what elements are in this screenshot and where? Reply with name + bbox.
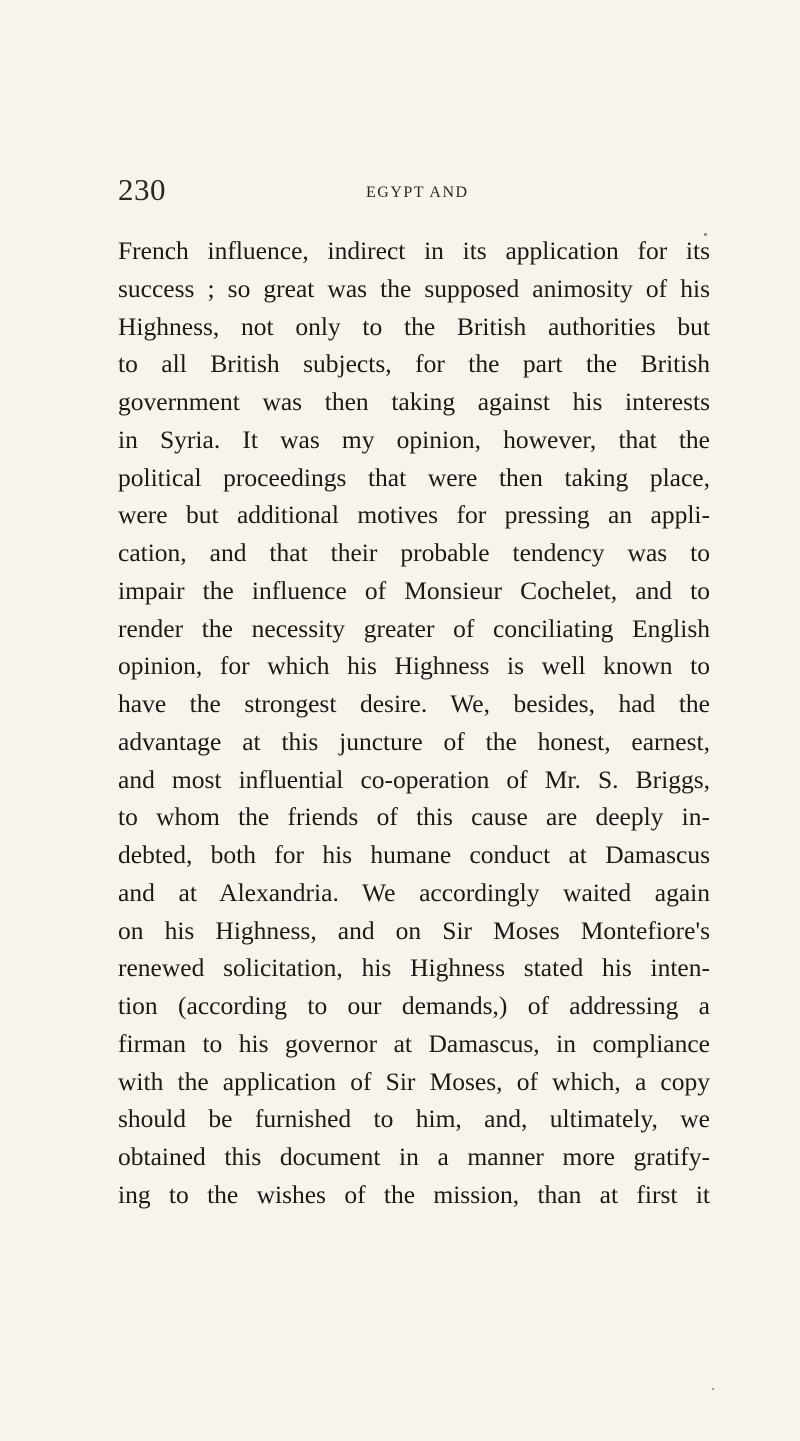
body-text [118,232,710,1214]
text-line: to whom the friends of this cause are deeply in- [118,802,710,832]
text-line: debted, both for his humane conduct at Damascus [118,840,710,869]
text-line: obtained this document in a manner more gratify- [118,1142,710,1171]
text-line: on his Highness, and on Sir Moses Montefiore's [118,915,710,945]
running-head: EGYPT AND [366,184,469,201]
text-line: cation, and that their probable tendency was to [118,538,710,567]
text-line: ing to the wishes of the mission, than at first it [118,1179,710,1209]
text-line: impair the influence of Monsieur Cochelet, and to [118,575,710,605]
text-line: were but additional motives for pressing an appli- [118,500,710,530]
text-line: firman to his governor at Damascus, in compliance [118,1028,710,1058]
text-line: Highness, not only to the British authorities but [118,311,710,341]
text-line: opinion, for which his Highness is well known to [118,651,710,681]
text-line: should be furnished to him, and, ultimately, we [118,1104,710,1134]
text-line: with the application of Sir Moses, of which, a copy [118,1066,710,1096]
text-line: French influence, indirect in its application for its [118,236,710,265]
page-header [118,172,708,212]
text-line: and at Alexandria. We accordingly waited again [118,877,710,907]
text-line: success ; so great was the supposed animosity of his [118,273,710,303]
paper-speck [712,1388,714,1390]
text-line: have the strongest desire. We, besides, had the [118,689,710,718]
text-line: political proceedings that were then taking place, [118,462,710,492]
text-line: renewed solicitation, his Highness stated his inten- [118,953,710,983]
text-line: tion (according to our demands,) of addressing a [118,991,710,1020]
text-line: to all British subjects, for the part the British [118,349,710,379]
text-line: render the necessity greater of conciliating English [118,613,710,643]
text-line: and most influential co-operation of Mr. S. Briggs, [118,764,710,794]
page-number: 230 [118,172,166,207]
paper-speck [704,233,707,236]
text-line: advantage at this juncture of the honest, earnest, [118,726,710,756]
text-line: government was then taking against his interests [118,387,710,416]
text-line: in Syria. It was my opinion, however, that the [118,424,710,454]
